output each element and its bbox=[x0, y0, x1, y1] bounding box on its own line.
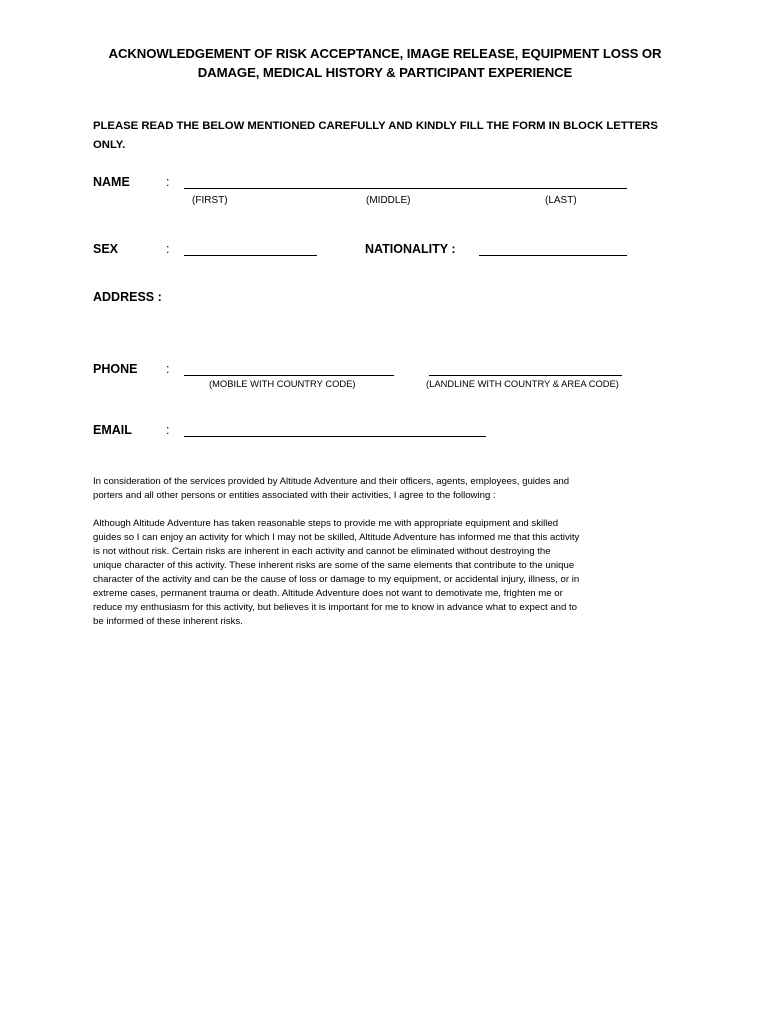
sex-label: SEX bbox=[93, 242, 119, 256]
landline-caption: (LANDLINE WITH COUNTRY & AREA CODE) bbox=[426, 378, 619, 389]
paragraph-line: is not without risk. Certain risks are inherent in each activity and cannot be eliminated without destroying the bbox=[93, 546, 551, 557]
landline-field-line[interactable] bbox=[429, 375, 622, 376]
middle-name-caption: (MIDDLE) bbox=[366, 195, 411, 206]
paragraph-line: reduce my enthusiasm for this activity, but believes it is important for me to know in advance what to expect and to bbox=[93, 602, 578, 613]
instructions-line-2: ONLY. bbox=[93, 139, 126, 151]
name-label: NAME bbox=[93, 175, 130, 189]
paragraph-line: extreme cases, permanent trauma or death. Altitude Adventure does not want to demotivate me, frighten me or bbox=[93, 588, 563, 599]
nationality-field-line[interactable] bbox=[479, 255, 627, 256]
sex-colon: : bbox=[166, 242, 170, 256]
nationality-label: NATIONALITY : bbox=[365, 242, 456, 256]
document-title bbox=[60, 44, 710, 82]
first-name-caption: (FIRST) bbox=[192, 195, 228, 206]
mobile-caption: (MOBILE WITH COUNTRY CODE) bbox=[209, 378, 356, 389]
paragraph-line: be informed of these inherent risks. bbox=[93, 616, 243, 627]
paragraph-line: Although Altitude Adventure has taken reasonable steps to provide me with appropriate equipment and skilled bbox=[93, 518, 559, 529]
instructions-line-1: PLEASE READ THE BELOW MENTIONED CAREFULLY AND KINDLY FILL THE FORM IN BLOCK LETTERS bbox=[93, 120, 658, 132]
paragraph-line: character of the activity and can be the cause of loss or damage to my equipment, or accidental injury, illness, or in bbox=[93, 574, 580, 585]
address-label: ADDRESS : bbox=[93, 290, 162, 304]
paragraph-line: unique character of this activity. These inherent risks are some of the same elements that contribute to the unique bbox=[93, 560, 575, 571]
consideration-paragraph bbox=[93, 475, 683, 503]
paragraph-line: In consideration of the services provided by Altitude Adventure and their officers, agents, employees, guides and bbox=[93, 476, 570, 487]
sex-field-line[interactable] bbox=[184, 255, 317, 256]
paragraph-line: guides so I can enjoy an activity for which I may not be skilled, Altitude Adventure has informed me that this activity bbox=[93, 532, 580, 543]
email-field-line[interactable] bbox=[184, 436, 486, 437]
title-line-1: ACKNOWLEDGEMENT OF RISK ACCEPTANCE, IMAGE RELEASE, EQUIPMENT LOSS OR bbox=[108, 46, 662, 61]
title-line-2: DAMAGE, MEDICAL HISTORY & PARTICIPANT EXPERIENCE bbox=[197, 65, 573, 80]
instructions bbox=[93, 117, 693, 155]
email-label: EMAIL bbox=[93, 423, 132, 437]
mobile-field-line[interactable] bbox=[184, 375, 394, 376]
paragraph-line: porters and all other persons or entities associated with their activities, I agree to the following : bbox=[93, 490, 496, 501]
phone-label: PHONE bbox=[93, 362, 138, 376]
risk-paragraph bbox=[93, 517, 683, 629]
phone-colon: : bbox=[166, 362, 170, 376]
email-colon: : bbox=[166, 423, 170, 437]
name-colon: : bbox=[166, 175, 170, 189]
last-name-caption: (LAST) bbox=[545, 195, 577, 206]
name-field-line[interactable] bbox=[184, 188, 627, 189]
